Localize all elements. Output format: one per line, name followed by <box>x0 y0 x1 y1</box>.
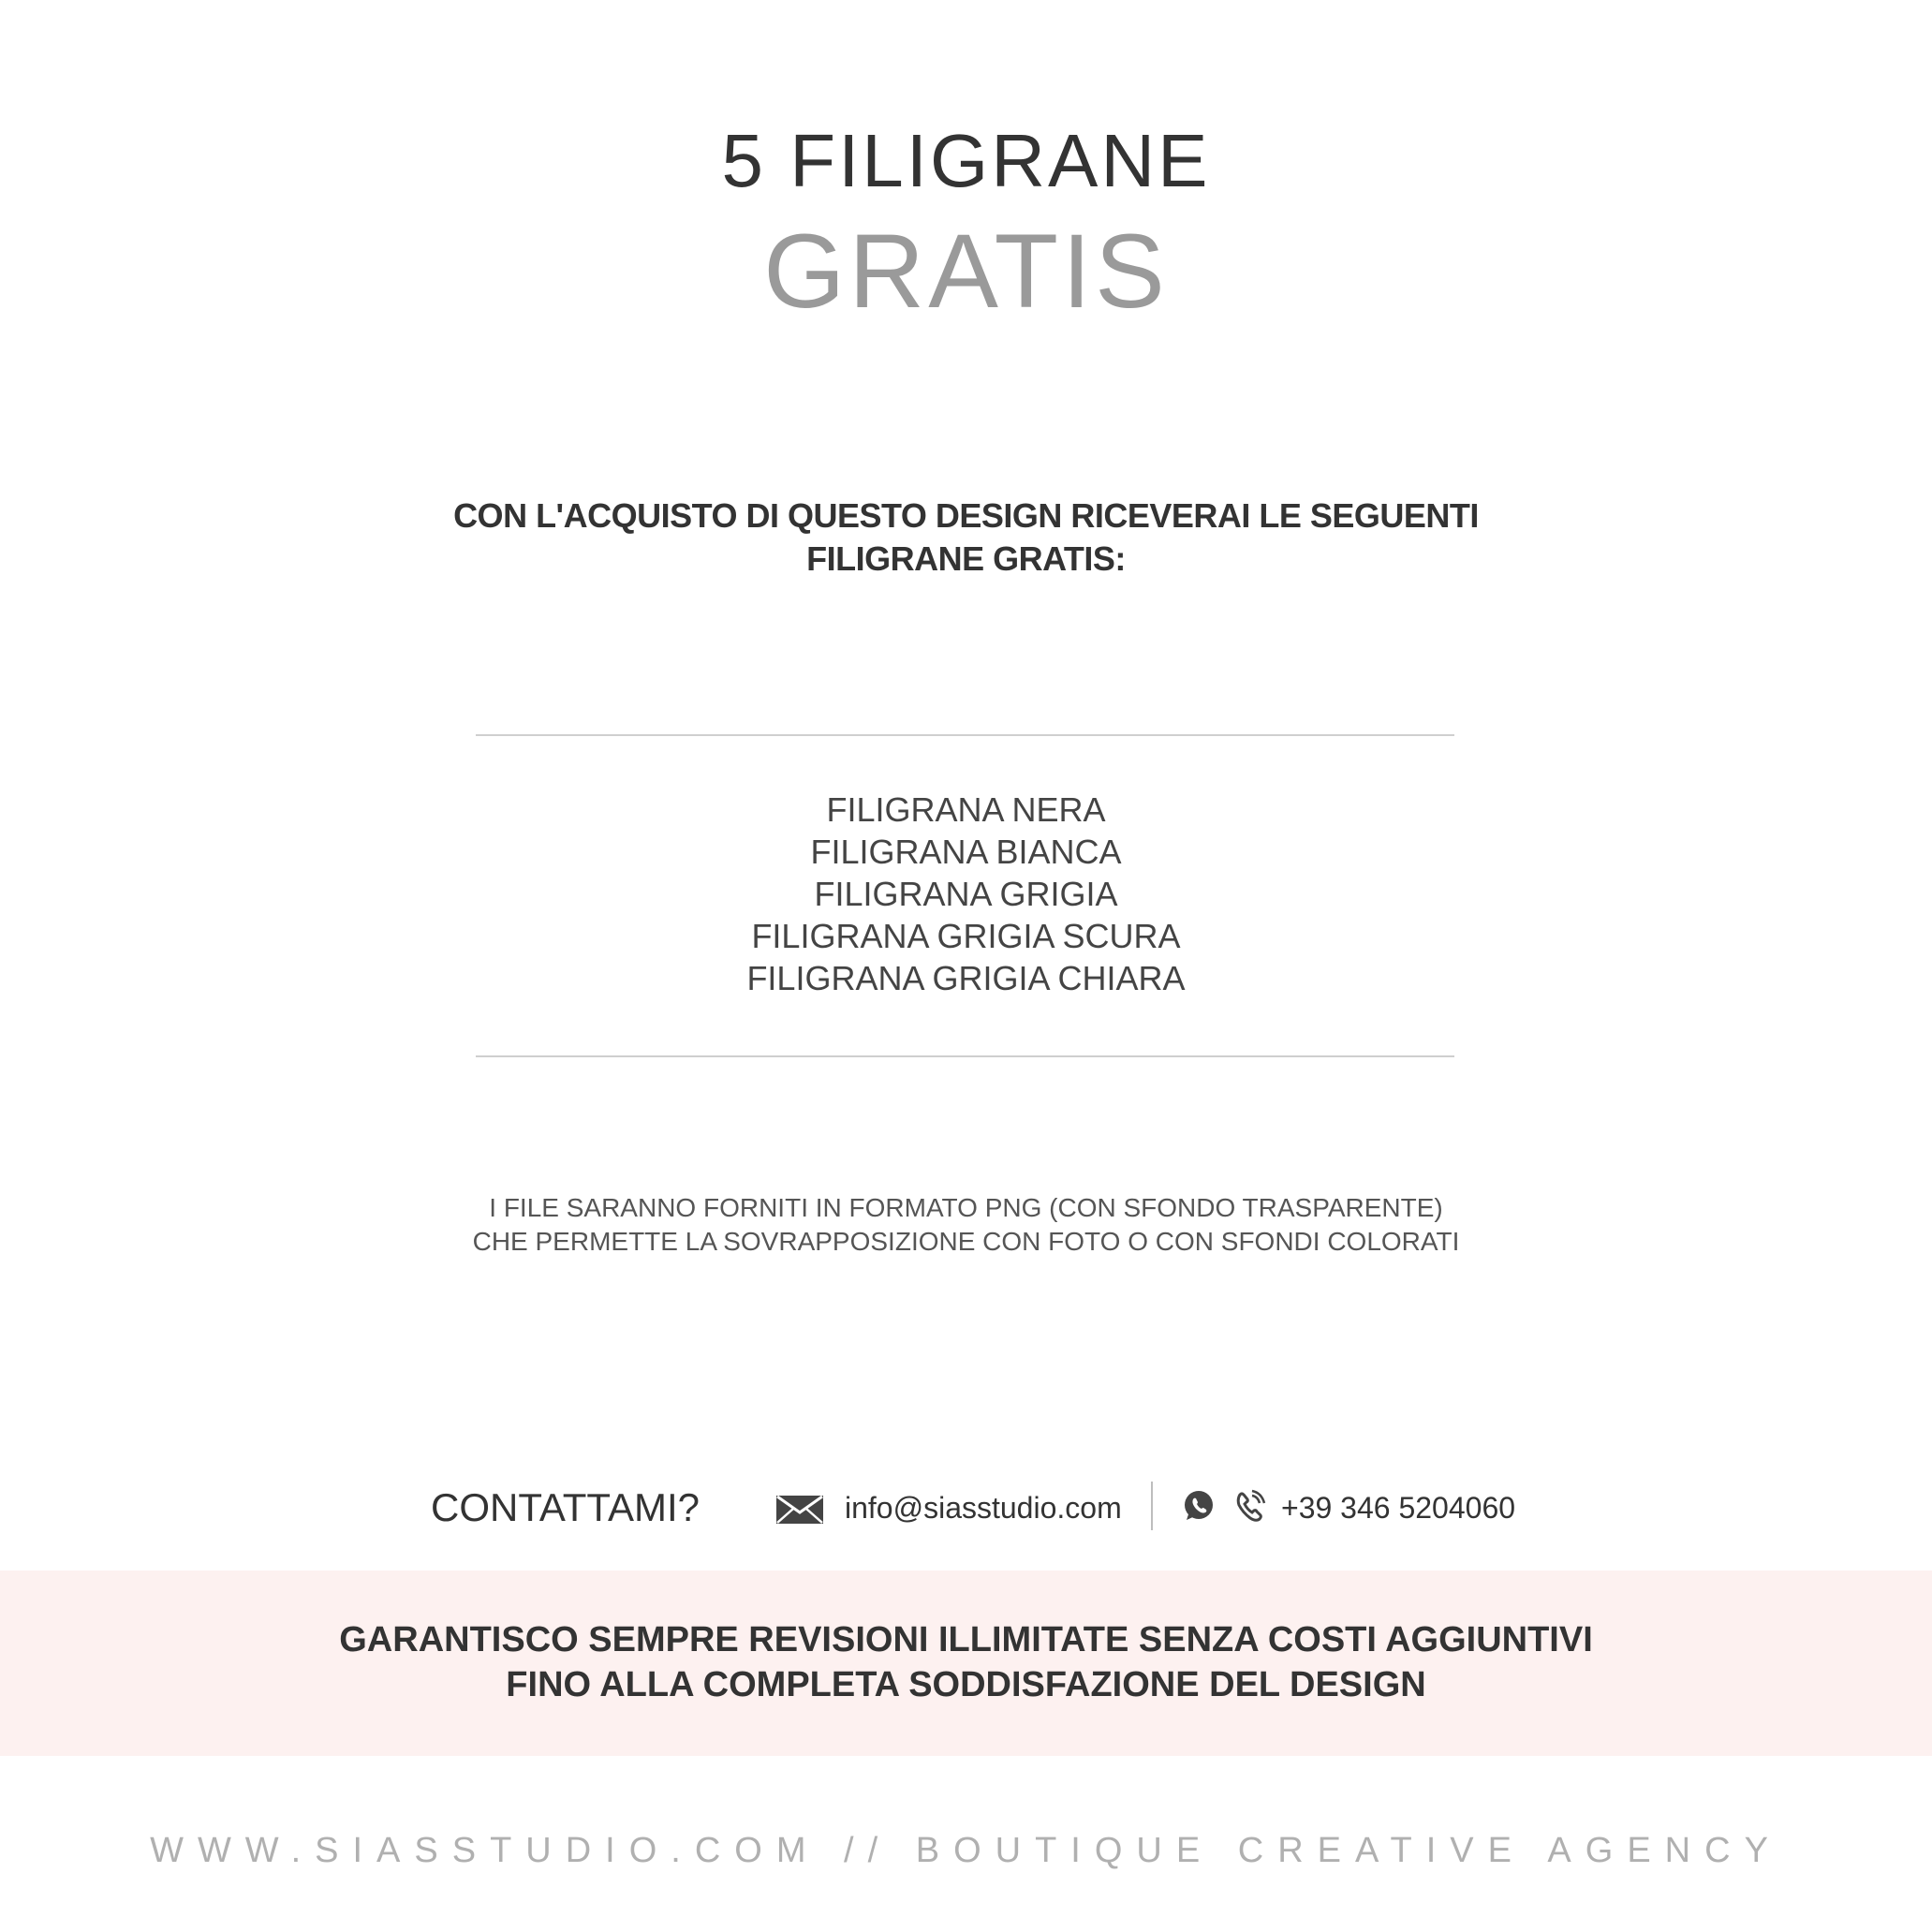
banner-text <box>0 1617 1932 1707</box>
list-item: FILIGRANA BIANCA <box>810 833 1122 871</box>
list-item: FILIGRANA GRIGIA <box>814 875 1118 913</box>
list-item: FILIGRANA NERA <box>826 790 1106 829</box>
format-note <box>0 1191 1932 1259</box>
contact-label: CONTATTAMI? <box>431 1485 700 1529</box>
watermark-list <box>0 789 1932 999</box>
intro-text <box>0 494 1932 581</box>
email-link[interactable]: info@siasstudio.com <box>845 1491 1122 1525</box>
note-line-2: CHE PERMETTE LA SOVRAPPOSIZIONE CON FOTO O CON SFONDI COLORATI <box>472 1227 1460 1256</box>
bottom-divider <box>476 1055 1454 1057</box>
phone-link[interactable]: +39 346 5204060 <box>1281 1491 1516 1525</box>
contact-separator <box>1151 1482 1153 1530</box>
page-title: 5 FILIGRANE <box>721 119 1211 202</box>
contact-row <box>0 1482 1932 1538</box>
phone-icon <box>1232 1489 1266 1523</box>
list-item: FILIGRANA GRIGIA SCURA <box>751 917 1181 955</box>
note-line-1: I FILE SARANNO FORNITI IN FORMATO PNG (CON SFONDO TRASPARENTE) <box>489 1193 1443 1222</box>
guarantee-banner <box>0 1571 1932 1756</box>
envelope-icon <box>775 1495 824 1525</box>
banner-line-2: FINO ALLA COMPLETA SODDISFAZIONE DEL DESIGN <box>506 1665 1426 1704</box>
intro-line-2: FILIGRANE GRATIS: <box>806 539 1126 578</box>
footer-tagline: WWW.SIASSTUDIO.COM // BOUTIQUE CREATIVE AGENCY <box>150 1831 1782 1870</box>
whatsapp-icon <box>1182 1489 1216 1523</box>
top-divider <box>476 734 1454 736</box>
list-item: FILIGRANA GRIGIA CHIARA <box>746 959 1186 997</box>
intro-line-1: CON L'ACQUISTO DI QUESTO DESIGN RICEVERAI LE SEGUENTI <box>453 496 1479 535</box>
banner-line-1: GARANTISCO SEMPRE REVISIONI ILLIMITATE SENZA COSTI AGGIUNTIVI <box>339 1620 1593 1659</box>
page-subtitle: GRATIS <box>763 213 1169 330</box>
